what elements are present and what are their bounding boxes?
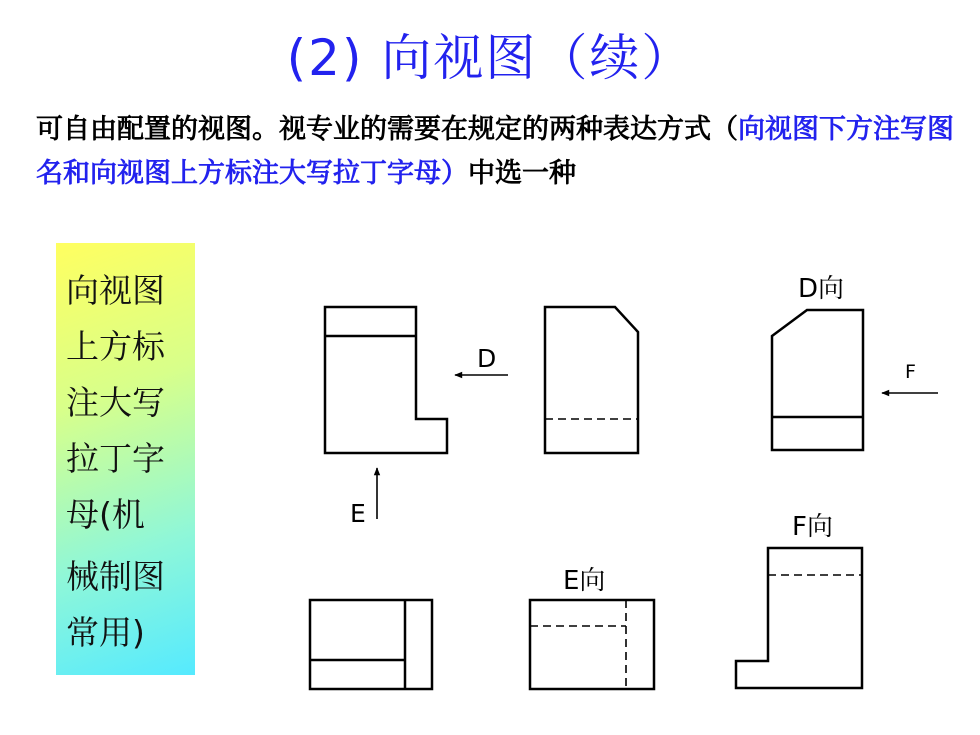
main-view-outline [325, 307, 447, 453]
top-view-outline [310, 600, 432, 689]
annotation-line-2: 上方标 [66, 327, 165, 366]
label-arrow-f: F [905, 361, 916, 383]
description-text-end: 中选一种 [468, 158, 576, 189]
annotation-line-4: 拉丁字 [66, 439, 165, 478]
annotation-line-5: 母(机 [66, 495, 145, 534]
view-f-outline [736, 548, 862, 688]
annotation-line-1: 向视图 [66, 271, 165, 310]
view-d-outline [772, 310, 863, 450]
side-view-left-outline [545, 307, 638, 453]
view-e-outline [530, 600, 654, 689]
label-view-e: E向 [563, 566, 606, 596]
page-title: (2) 向视图（续） [286, 29, 694, 87]
description-highlight: 向视图下方注写图名和向视图上方标注大写拉丁字母） [36, 114, 954, 189]
annotation-line-3: 注大写 [66, 383, 165, 422]
label-arrow-d: D [477, 344, 497, 373]
label-view-d: D向 [798, 274, 845, 304]
description-text: 可自由配置的视图。视专业的需要在规定的两种表达方式（ [36, 114, 738, 145]
annotation-line-7: 常用) [66, 613, 145, 652]
annotation-line-6: 械制图 [66, 557, 165, 596]
label-view-f: F向 [792, 512, 833, 542]
label-arrow-e: E [350, 499, 366, 528]
